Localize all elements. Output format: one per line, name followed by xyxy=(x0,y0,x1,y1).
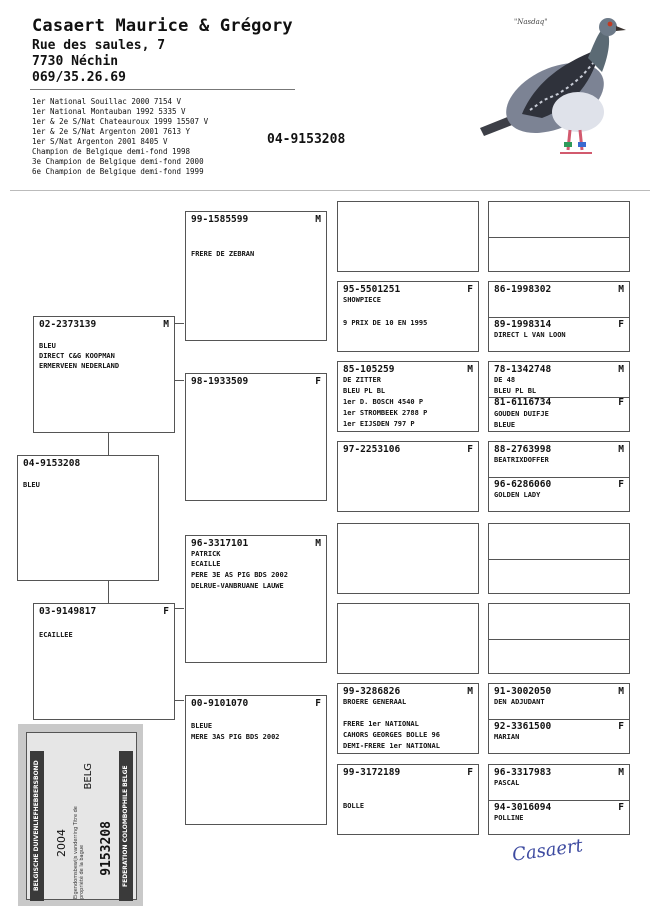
pedigree-box-g4-pair xyxy=(488,361,630,432)
detail-line: BLEU PL BL xyxy=(494,387,537,395)
breeder-street: Rue des saules, 7 xyxy=(32,38,166,53)
pedigree-box-g4-pair xyxy=(488,523,630,594)
sex-marker: F xyxy=(467,444,473,455)
detail-line: DE 48 xyxy=(494,376,516,384)
box-divider xyxy=(489,317,629,318)
pedigree-box-g3 xyxy=(337,281,479,352)
detail-line: BEATRIXDOFFER xyxy=(494,456,549,464)
breeder-name: Casaert Maurice & Grégory xyxy=(32,16,293,36)
sex-marker: M xyxy=(315,214,321,225)
sex-marker: F xyxy=(618,479,624,490)
connector xyxy=(174,380,184,381)
sex-marker: M xyxy=(163,319,169,330)
pedigree-box-sire-dam xyxy=(185,373,327,501)
pedigree-box-g4-pair xyxy=(488,281,630,352)
pedigree-box-g4-pair xyxy=(488,603,630,674)
ring-number: 89-1998314 xyxy=(494,319,552,330)
pigeon-photo xyxy=(470,10,630,165)
detail-line: MARIAN xyxy=(494,733,520,741)
pigeon-photo-label: "Nasdaq" xyxy=(514,18,548,26)
connector xyxy=(174,700,184,701)
box-divider xyxy=(489,237,629,238)
pedigree-box-g4-pair xyxy=(488,764,630,835)
ring-number: 78-1342748 xyxy=(494,364,552,375)
achievement-line: 3e Champion de Belgique demi-fond 2000 xyxy=(32,157,204,166)
detail-line: FRERE DE ZEBRAN xyxy=(191,250,255,258)
sex-marker: M xyxy=(618,686,624,697)
connector xyxy=(108,432,109,456)
ring-number: 99-1585599 xyxy=(191,214,249,225)
sex-marker: F xyxy=(315,698,321,709)
stamp-year: 2004 xyxy=(55,829,68,857)
pedigree-box-sire xyxy=(33,316,175,433)
detail-line: BLEU xyxy=(39,342,56,350)
sex-marker: F xyxy=(618,721,624,732)
stamp-inner xyxy=(26,732,137,900)
connector xyxy=(108,580,109,604)
pedigree-box-g4-pair xyxy=(488,201,630,272)
achievement-line: 6e Champion de Belgique demi-fond 1999 xyxy=(32,167,204,176)
achievement-line: 1er S/Nat Argenton 2001 8405 V xyxy=(32,137,168,146)
sex-marker: M xyxy=(618,364,624,375)
detail-line: BLEUE xyxy=(191,722,213,730)
ring-number: 96-3317983 xyxy=(494,767,552,778)
sex-marker: M xyxy=(315,538,321,549)
pedigree-box-dam-sire xyxy=(185,535,327,663)
detail-line: BROERE GENERAAL xyxy=(343,698,407,706)
detail-line: POLLINE xyxy=(494,814,524,822)
ring-number: 04-9153208 xyxy=(23,458,81,469)
detail-line: 1er STROMBEEK 2788 P xyxy=(343,409,428,417)
detail-line: 1er EIJSDEN 797 P xyxy=(343,420,415,428)
sex-marker: M xyxy=(618,767,624,778)
ring-number: 97-2253106 xyxy=(343,444,401,455)
stamp-small-text: Eigendomsbewijs vanderring Titre de propriété de la bague xyxy=(73,806,85,899)
ring-number: 03-9149817 xyxy=(39,606,97,617)
pedigree-box-g3 xyxy=(337,603,479,674)
connector xyxy=(174,323,184,324)
detail-line: DIRECT C&G KOOPMAN xyxy=(39,352,115,360)
pedigree-box-g3 xyxy=(337,201,479,272)
detail-line: MERE 3AS PIG BDS 2002 xyxy=(191,733,280,741)
ring-number: 99-3172189 xyxy=(343,767,401,778)
pedigree-box-sire-sire xyxy=(185,211,327,341)
ring-number: 99-3286826 xyxy=(343,686,401,697)
sex-marker: F xyxy=(315,376,321,387)
sex-marker: F xyxy=(618,397,624,408)
ring-number: 00-9101070 xyxy=(191,698,249,709)
detail-line: BOLLE xyxy=(343,802,365,810)
breeder-phone: 069/35.26.69 xyxy=(32,70,126,85)
connector xyxy=(174,608,184,609)
detail-line: BLEU xyxy=(23,481,40,489)
detail-line: BLEU PL BL xyxy=(343,387,386,395)
detail-line: DEMI-FRERE 1er NATIONAL xyxy=(343,742,440,750)
breeder-city: 7730 Néchin xyxy=(32,54,119,69)
ring-number: 98-1933509 xyxy=(191,376,249,387)
ring-number: 94-3016094 xyxy=(494,802,552,813)
pedigree-box-g3 xyxy=(337,683,479,754)
detail-line: ERMERVEEN NEDERLAND xyxy=(39,362,120,370)
sex-marker: F xyxy=(618,802,624,813)
detail-line: DEN ADJUDANT xyxy=(494,698,545,706)
detail-line: BLEUE xyxy=(494,421,516,429)
sex-marker: F xyxy=(618,319,624,330)
achievement-line: 1er & 2e S/Nat Chateauroux 1999 15507 V xyxy=(32,117,209,126)
detail-line: GOLDEN LADY xyxy=(494,491,541,499)
ring-number: 96-6286060 xyxy=(494,479,552,490)
pedigree-box-dam-dam xyxy=(185,695,327,825)
subject-ring-header: 04-9153208 xyxy=(267,132,346,147)
ring-number: 88-2763998 xyxy=(494,444,552,455)
pedigree-box-dam xyxy=(33,603,175,720)
pedigree-box-g3 xyxy=(337,764,479,835)
detail-line: ECAILLEE xyxy=(39,631,73,639)
ring-number: 02-2373139 xyxy=(39,319,97,330)
box-divider xyxy=(489,559,629,560)
achievement-line: 1er & 2e S/Nat Argenton 2001 7613 Y xyxy=(32,127,191,136)
ring-certificate-stamp xyxy=(18,724,143,906)
detail-line: SHOWPIECE xyxy=(343,296,381,304)
detail-line: 9 PRIX DE 10 EN 1995 xyxy=(343,319,428,327)
box-divider xyxy=(489,477,629,478)
sex-marker: M xyxy=(618,284,624,295)
detail-line: DE ZITTER xyxy=(343,376,381,384)
detail-line: PATRICK xyxy=(191,550,221,558)
pedigree-box-g4-pair xyxy=(488,441,630,512)
ring-number: 95-5501251 xyxy=(343,284,401,295)
ring-number: 91-3002050 xyxy=(494,686,552,697)
pedigree-box-g4-pair xyxy=(488,683,630,754)
header-rule xyxy=(30,89,295,90)
pedigree-box-g3 xyxy=(337,441,479,512)
detail-line: DIRECT L VAN LOON xyxy=(494,331,566,339)
achievement-line: Champion de Belgique demi-fond 1998 xyxy=(32,147,191,156)
detail-line: CAHORS GEORGES BOLLE 96 xyxy=(343,731,440,739)
detail-line: ECAILLE xyxy=(191,560,221,568)
box-divider xyxy=(489,719,629,720)
box-divider xyxy=(489,639,629,640)
detail-line: GOUDEN DUIFJE xyxy=(494,410,549,418)
sex-marker: M xyxy=(467,686,473,697)
pedigree-box-g3 xyxy=(337,523,479,594)
sex-marker: F xyxy=(163,606,169,617)
sex-marker: M xyxy=(467,364,473,375)
detail-line: 1er D. BOSCH 4540 P xyxy=(343,398,424,406)
section-separator xyxy=(10,190,650,191)
detail-line: PASCAL xyxy=(494,779,520,787)
achievement-line: 1er National Souillac 2000 7154 V xyxy=(32,97,182,106)
box-divider xyxy=(489,800,629,801)
sex-marker: F xyxy=(467,284,473,295)
detail-line: PERE 3E AS PIG BDS 2002 xyxy=(191,571,288,579)
ring-number: 92-3361500 xyxy=(494,721,552,732)
pedigree-box-g3 xyxy=(337,361,479,432)
detail-line: FRERE 1er NATIONAL xyxy=(343,720,419,728)
sex-marker: F xyxy=(467,767,473,778)
detail-line: DELRUE-VANBRUANE LAUWE xyxy=(191,582,284,590)
pedigree-box-subject xyxy=(17,455,159,581)
sex-marker: M xyxy=(618,444,624,455)
ring-number: 86-1998302 xyxy=(494,284,552,295)
achievement-line: 1er National Montauban 1992 5335 V xyxy=(32,107,186,116)
stamp-left-band: BELGISCHE DUIVENLIEFHEBBERSBOND xyxy=(30,751,44,901)
stamp-right-band: FEDERATION COLOMBOPHILE BELGE xyxy=(119,751,133,901)
stamp-country: BELG xyxy=(83,763,94,790)
ring-number: 96-3317101 xyxy=(191,538,249,549)
stamp-number: 9153208 xyxy=(99,821,114,876)
ring-number: 85-105259 xyxy=(343,364,395,375)
signature: Casaert xyxy=(510,835,585,866)
ring-number: 81-6116734 xyxy=(494,397,552,408)
